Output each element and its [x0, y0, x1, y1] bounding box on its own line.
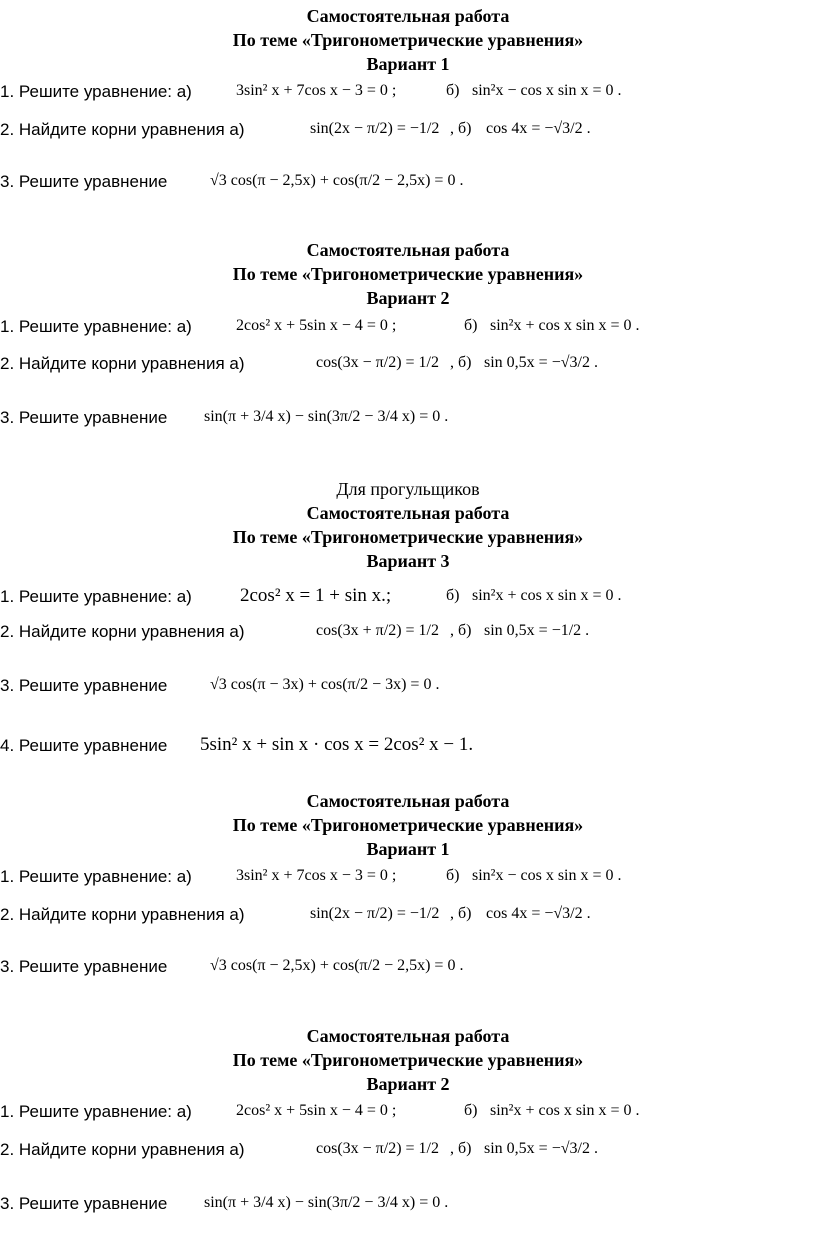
option-b-label: б) — [446, 587, 460, 604]
equation-a: 2cos² x + 5sin x − 4 = 0 ; — [236, 1102, 397, 1119]
equation-b: cos 4x = −√3/2 . — [486, 905, 591, 922]
block-topic: По теме «Тригонометрические уравнения» — [232, 264, 584, 284]
problem-label: 3. Решите уравнение — [0, 957, 168, 976]
problem-2 — [0, 112, 816, 156]
problem-label: 2. Найдите корни уравнения а) — [0, 1140, 245, 1159]
block-topic: По теме «Тригонометрические уравнения» — [232, 30, 584, 50]
problem-label: 2. Найдите корни уравнения а) — [0, 905, 245, 924]
block-topic: По теме «Тригонометрические уравнения» — [232, 527, 584, 547]
problem-3 — [0, 1186, 816, 1230]
block-title: Самостоятельная работа — [306, 6, 510, 26]
equation-b: sin²x + cos x sin x = 0 . — [490, 317, 640, 334]
block-topic: По теме «Тригонометрические уравнения» — [232, 815, 584, 835]
block-variant: Вариант 2 — [366, 1074, 450, 1094]
problem-3 — [0, 668, 816, 712]
problem-2 — [0, 1132, 816, 1176]
problem-label: 3. Решите уравнение — [0, 1194, 168, 1213]
problem-3 — [0, 400, 816, 444]
equation-b: sin 0,5x = −1/2 . — [484, 622, 590, 639]
equation-a: cos(3x − π/2) = 1/2 — [316, 354, 439, 371]
worksheet-block-variant-2-repeat — [0, 1024, 816, 1096]
equation-a: cos(3x + π/2) = 1/2 — [316, 622, 439, 639]
problem-label: 3. Решите уравнение — [0, 676, 168, 695]
problem-2 — [0, 897, 816, 941]
problem-label: 3. Решите уравнение — [0, 172, 168, 191]
worksheet-block-variant-1-repeat — [0, 789, 816, 861]
equation: sin(π + 3/4 x) − sin(3π/2 − 3/4 x) = 0 . — [204, 1194, 449, 1211]
block-variant: Вариант 1 — [366, 839, 450, 859]
equation-b: sin 0,5x = −√3/2 . — [484, 1140, 598, 1157]
problem-label: 2. Найдите корни уравнения а) — [0, 354, 245, 373]
problem-label: 1. Решите уравнение: а) — [0, 317, 192, 336]
worksheet-block-variant-3 — [0, 477, 816, 573]
equation-a: 3sin² x + 7cos x − 3 = 0 ; — [236, 867, 397, 884]
equation-b: cos 4x = −√3/2 . — [486, 120, 591, 137]
problem-label: 1. Решите уравнение: а) — [0, 587, 192, 606]
block-title: Самостоятельная работа — [306, 503, 510, 523]
problem-label: 1. Решите уравнение: а) — [0, 1102, 192, 1121]
problem-label: 4. Решите уравнение — [0, 736, 168, 755]
option-b-label: , б) — [450, 120, 472, 137]
problem-label: 2. Найдите корни уравнения а) — [0, 622, 245, 641]
worksheet-block-variant-2 — [0, 238, 816, 310]
equation-b: sin²x − cos x sin x = 0 . — [472, 82, 622, 99]
option-b-label: , б) — [450, 1140, 472, 1157]
block-variant: Вариант 1 — [366, 54, 450, 74]
block-title: Самостоятельная работа — [306, 1026, 510, 1046]
equation-a: 3sin² x + 7cos x − 3 = 0 ; — [236, 82, 397, 99]
problem-4 — [0, 730, 816, 774]
equation-a: 2cos² x + 5sin x − 4 = 0 ; — [236, 317, 397, 334]
equation-b: sin²x + cos x sin x = 0 . — [490, 1102, 640, 1119]
equation: √3 cos(π − 2,5x) + cos(π/2 − 2,5x) = 0 . — [210, 172, 464, 189]
problem-label: 1. Решите уравнение: а) — [0, 82, 192, 101]
equation-a: 2cos² x = 1 + sin x.; — [240, 585, 392, 606]
problem-3 — [0, 164, 816, 208]
equation: sin(π + 3/4 x) − sin(3π/2 − 3/4 x) = 0 . — [204, 408, 449, 425]
block-topic: По теме «Тригонометрические уравнения» — [232, 1050, 584, 1070]
problem-3 — [0, 949, 816, 993]
equation-a: sin(2x − π/2) = −1/2 — [310, 120, 440, 137]
problem-2 — [0, 346, 816, 390]
block-title: Самостоятельная работа — [306, 240, 510, 260]
equation: √3 cos(π − 2,5x) + cos(π/2 − 2,5x) = 0 . — [210, 957, 464, 974]
equation-a: cos(3x − π/2) = 1/2 — [316, 1140, 439, 1157]
problem-label: 2. Найдите корни уравнения а) — [0, 120, 245, 139]
problem-label: 1. Решите уравнение: а) — [0, 867, 192, 886]
block-variant: Вариант 2 — [366, 288, 450, 308]
block-variant: Вариант 3 — [366, 551, 450, 571]
equation-b: sin²x − cos x sin x = 0 . — [472, 867, 622, 884]
problem-2 — [0, 614, 816, 658]
block-title: Самостоятельная работа — [306, 791, 510, 811]
block-note: Для прогульщиков — [336, 479, 480, 499]
problem-label: 3. Решите уравнение — [0, 408, 168, 427]
option-b-label: б) — [464, 317, 478, 334]
equation-a: sin(2x − π/2) = −1/2 — [310, 905, 440, 922]
option-b-label: , б) — [450, 622, 472, 639]
option-b-label: б) — [446, 82, 460, 99]
worksheet-block-variant-1 — [0, 4, 816, 76]
option-b-label: , б) — [450, 905, 472, 922]
equation: 5sin² x + sin x · cos x = 2cos² x − 1. — [200, 734, 474, 755]
option-b-label: б) — [464, 1102, 478, 1119]
option-b-label: , б) — [450, 354, 472, 371]
equation-b: sin²x + cos x sin x = 0 . — [472, 587, 622, 604]
equation-b: sin 0,5x = −√3/2 . — [484, 354, 598, 371]
equation: √3 cos(π − 3x) + cos(π/2 − 3x) = 0 . — [210, 676, 440, 693]
option-b-label: б) — [446, 867, 460, 884]
